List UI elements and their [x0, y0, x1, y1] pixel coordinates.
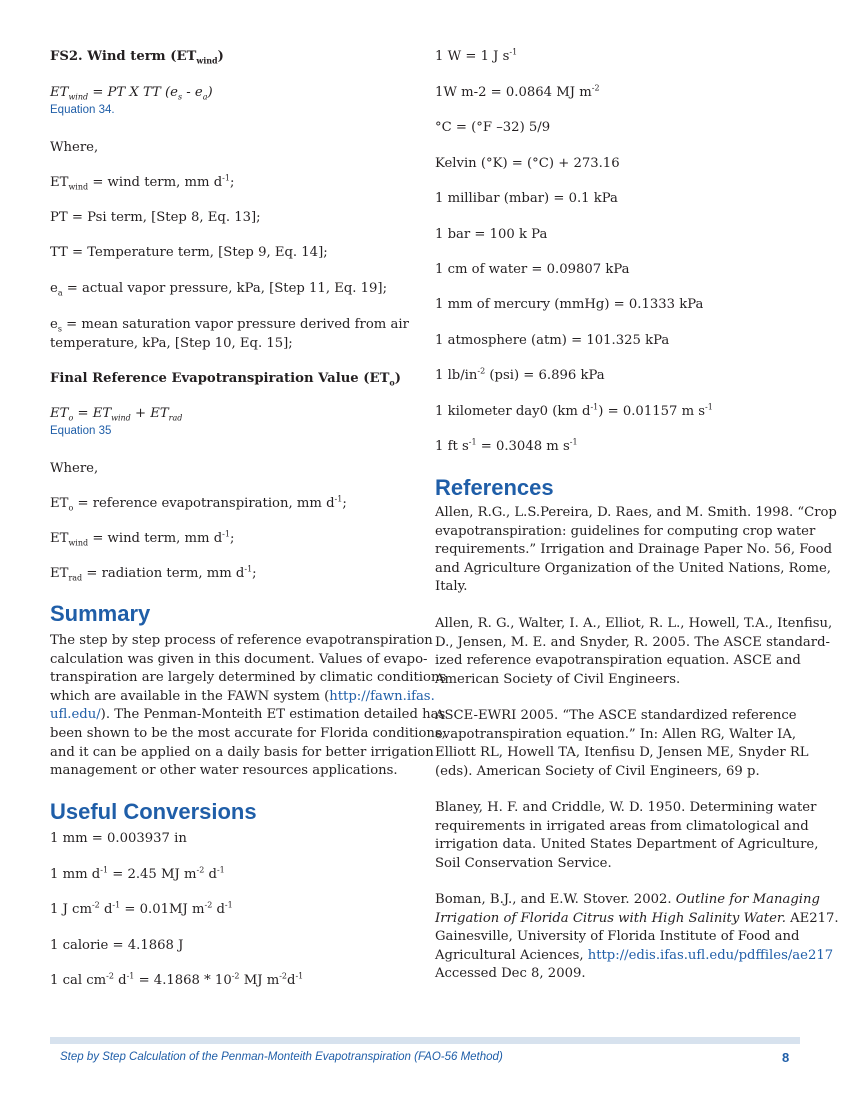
def-etwind-2: $ET_{wind}$ = wind term, mm $d^{-1}$; [50, 529, 235, 548]
conversion-calorie: 1 calorie = 4.1868 J [50, 938, 184, 953]
footer-title: Step by Step Calculation of the Penman-Monteith Evapotranspiration (FAO-56 Method) [60, 1051, 503, 1063]
conversion-mm-in: 1 mm = 0.003937 in [50, 831, 187, 846]
conversion-mm-mj: 1 mm $d^{-1} = 2.45$ MJ $m^{-2}$ $d^{-1}$ [50, 865, 225, 882]
def-tt: TT = Temperature term, [Step 9, Eq. 14]; [50, 245, 328, 260]
reference-allen-2005: Allen, R. G., Walter, I. A., Elliot, R. L., Howell, T.A., Itenfisu, D., Jensen, M. E. and Snyder, R. 2005. The ASCE standard- ized reference evapotranspiration equation. ASCE and American Society of Civil Engineers. [435, 616, 833, 687]
equation-34: $ET_{wind}$ = PT X TT $(e_s - e_a)$ [50, 85, 213, 102]
conversion-millibar: 1 millibar (mbar) = 0.1 kPa [435, 191, 618, 206]
conversion-kelvin: Kelvin (°K) = (°C) + 273.16 [435, 156, 620, 171]
summary-paragraph: The step by step process of reference evapotranspiration calculation was given in this document. Values of evapo- transpiration are largely determined by climatic conditions which are available in the FAWN system (http://fawn.ifas. ufl.edu/). The Penman-Monteith ET estimation detailed has been shown to be the most accurate for Florida conditions, and it can be applied on a daily basis for better irrigation management or other water resources applications. [50, 633, 447, 779]
def-eto: $ET_o$ = reference evapotranspiration, mm $d^{-1}$; [50, 494, 347, 513]
conversion-atm: 1 atmosphere (atm) = 101.325 kPa [435, 333, 670, 348]
references-heading: References [435, 475, 554, 500]
fawn-link-cont[interactable]: ufl.edu/ [50, 707, 101, 723]
equation-34-label: Equation 34. [50, 104, 115, 116]
reference-boman-2002: Boman, B.J., and E.W. Stover. 2002. Outline for Managing Irrigation of Florida Citrus with High Salinity Water. AE217. Gainesville, University of Florida Institute of Food and Agricultural Aciences, http://edis.ifas.ufl.edu/pdffiles/ae217 Accessed Dec 8, 2009. [435, 892, 839, 982]
conversion-km-day: 1 kilometer day0 (km $d^{-1}) = 0.01157$ m $s^{-1}$ [435, 402, 713, 419]
def-pt: PT = Psi term, [Step 8, Eq. 13]; [50, 210, 261, 225]
conversion-bar: 1 bar = 100 k Pa [435, 227, 548, 242]
conversion-wm2: 1W m-2 = 0.0864 MJ $m^{-2}$ [435, 83, 600, 100]
footer-rule [50, 1037, 800, 1044]
where-label: Where, [50, 140, 99, 155]
reference-allen-1998: Allen, R.G., L.S.Pereira, D. Raes, and M. Smith. 1998. “Crop evapotranspiration: guidelines for computing crop water requirements.” Irrigation and Drainage Paper No. 56, Food and Agriculture Organization of the United Nations, Rome, Italy. [435, 505, 837, 595]
reference-blaney-1950: Blaney, H. F. and Criddle, W. D. 1950. Determining water requirements in irrigated areas from climatological and irrigation data. United States Department of Agriculture, Soil Conservation Service. [435, 800, 819, 871]
conversion-jcm-mj: 1 J $cm^{-2}$ $d^{-1} = 0.01MJ$ $m^{-2}$ $d^{-1}$ [50, 900, 233, 917]
conversion-psi: 1 $lb/in^{-2}$ (psi) = 6.896 kPa [435, 366, 605, 383]
reference-asce-2005: ASCE-EWRI 2005. “The ASCE standardized reference evapotranspiration equation.” In: Allen RG, Walter IA, Elliott RL, Howell TA, Itenfisu D, Jensen ME, Snyder RL (eds). American Society of Civil Engineers, 69 p. [435, 708, 809, 779]
conversion-cm-water: 1 cm of water = 0.09807 kPa [435, 262, 630, 277]
edis-link[interactable]: http://edis.ifas.ufl.edu/pdffiles/ae217 [587, 947, 834, 963]
conversions-heading: Useful Conversions [50, 799, 257, 824]
def-etwind: $ET_{wind}$ = wind term, mm $d^{-1}$; [50, 173, 235, 192]
summary-heading: Summary [50, 601, 151, 626]
fawn-link[interactable]: http://fawn.ifas. [329, 688, 435, 704]
equation-35: $ET_o = ET_{wind} + ET_{rad}$ [50, 406, 183, 423]
final-eto-heading: Final Reference Evapotranspiration Value $(ET_o)$ [50, 371, 401, 388]
def-es: $e_s$ = mean saturation vapor pressure derived from air temperature, kPa, [Step 10, Eq. 15]; [50, 317, 409, 351]
fs2-heading: FS2. Wind term $(ET_{wind})$ [50, 49, 224, 66]
def-etrad: $ET_{rad}$ = radiation term, mm $d^{-1}$; [50, 564, 257, 583]
conversion-mmhg: 1 mm of mercury (mmHg) = 0.1333 kPa [435, 297, 704, 312]
conversion-ft-s: 1 ft $s^{-1} = 0.3048$ m $s^{-1}$ [435, 437, 578, 454]
equation-35-label: Equation 35 [50, 425, 112, 437]
where-label-2: Where, [50, 461, 99, 476]
page-number: 8 [782, 1050, 790, 1065]
conversion-cal-mj: 1 cal $cm^{-2}$ $d^{-1} = 4.1868 * 10^{-2}$ MJ $m^{-2}d^{-1}$ [50, 971, 304, 988]
conversion-watt: 1 W = 1 J $s^{-1}$ [435, 47, 518, 64]
def-ea: $e_a$ = actual vapor pressure, kPa, [Step 11, Eq. 19]; [50, 281, 388, 298]
conversion-celsius: °C = (°F –32) 5/9 [435, 120, 551, 135]
